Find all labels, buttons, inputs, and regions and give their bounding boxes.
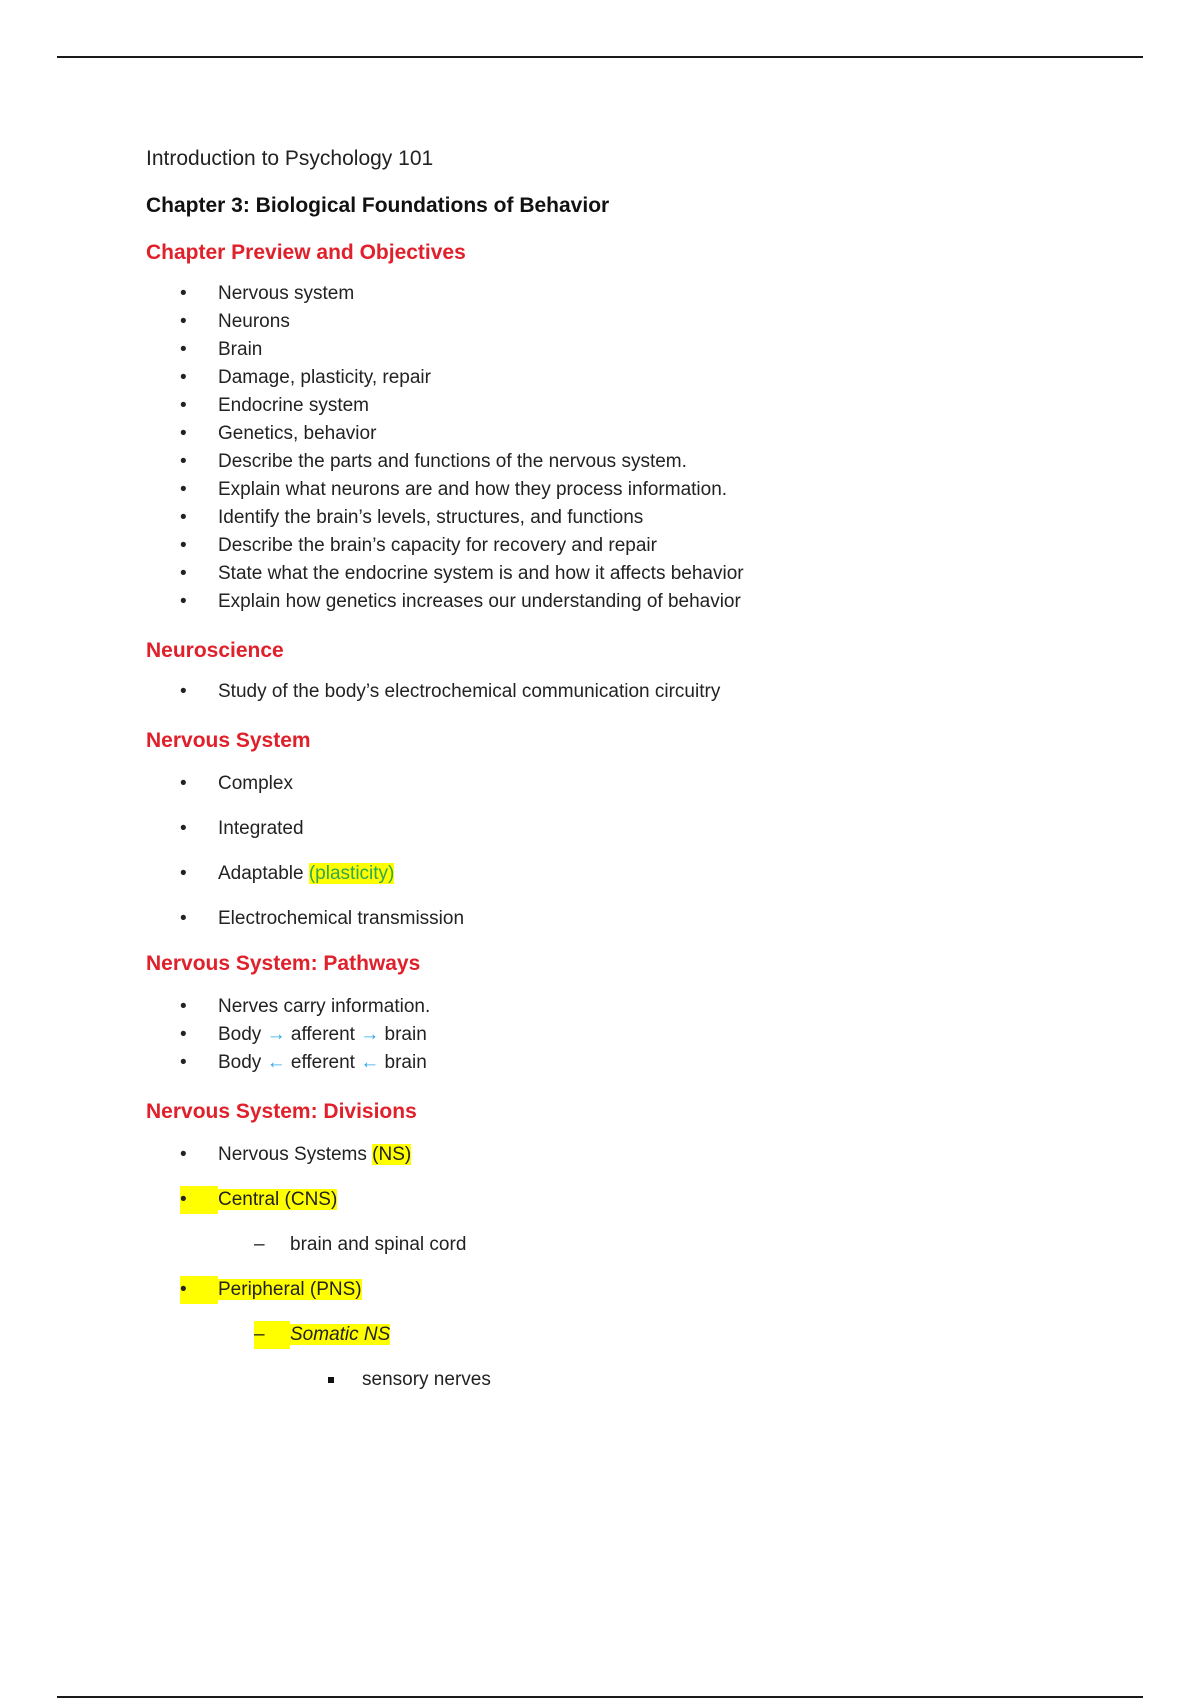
list-item: • Nervous system [146, 280, 1106, 308]
divisions-list [146, 1141, 1106, 1394]
square-bullet-icon [328, 1377, 334, 1383]
bullet-icon: • [180, 507, 187, 528]
dash-icon: – [254, 1321, 290, 1349]
central-highlight: Central (CNS) [218, 1189, 338, 1210]
bullet-icon: • [180, 395, 187, 416]
heading-pathways: Nervous System: Pathways [146, 952, 421, 975]
peripheral-highlight: Peripheral (PNS) [218, 1279, 362, 1300]
nervous-system-list [146, 770, 1106, 933]
bullet-icon: • [180, 591, 187, 612]
bullet-icon: • [180, 818, 187, 839]
bullet-icon: • [180, 1186, 218, 1214]
somatic-highlight: Somatic NS [290, 1324, 391, 1345]
neuroscience-list [146, 678, 1106, 706]
bullet-icon: • [180, 908, 187, 929]
chapter-title: Chapter 3: Biological Foundations of Behavior [146, 194, 610, 217]
bullet-icon: • [180, 283, 187, 304]
list-item: • Study of the body’s electrochemical communication circuitry [146, 678, 1106, 706]
dash-icon: – [254, 1234, 265, 1255]
list-item: • Endocrine system [146, 392, 1106, 420]
list-item: • Integrated [146, 815, 1106, 843]
bullet-icon: • [180, 339, 187, 360]
bullet-icon: • [180, 1024, 187, 1045]
top-rule [57, 56, 1143, 58]
list-item: • Explain how genetics increases our understanding of behavior [146, 588, 1106, 616]
list-item: • Nervous Systems (NS) [146, 1141, 1106, 1169]
list-item [146, 1186, 1106, 1214]
arrow-left-icon: ← [360, 1052, 380, 1073]
list-item: • Describe the parts and functions of the nervous system. [146, 448, 1106, 476]
ns-highlight: (NS) [372, 1144, 412, 1165]
heading-nervous-system: Nervous System [146, 729, 311, 752]
list-item: • Describe the brain’s capacity for recovery and repair [146, 532, 1106, 560]
pathways-list [146, 993, 1106, 1077]
bullet-icon: • [180, 311, 187, 332]
bullet-icon: • [180, 1276, 218, 1304]
heading-preview: Chapter Preview and Objectives [146, 241, 466, 264]
bottom-rule [57, 1696, 1143, 1698]
list-item: • Damage, plasticity, repair [146, 364, 1106, 392]
preview-list [146, 280, 1106, 616]
list-item: • Identify the brain’s levels, structures, and functions [146, 504, 1106, 532]
list-item: • Body → afferent → brain [146, 1021, 1106, 1049]
list-item: • Complex [146, 770, 1106, 798]
list-item: • Genetics, behavior [146, 420, 1106, 448]
bullet-icon: • [180, 423, 187, 444]
bullet-icon: • [180, 1052, 187, 1073]
bullet-icon: • [180, 563, 187, 584]
list-item: • Body ← efferent ← brain [146, 1049, 1106, 1077]
list-item: • Adaptable (plasticity) [146, 860, 1106, 888]
bullet-icon: • [180, 863, 187, 884]
bullet-icon: • [180, 535, 187, 556]
list-item: • Neurons [146, 308, 1106, 336]
sub-item [146, 1321, 1106, 1349]
list-item: • Nerves carry information. [146, 993, 1106, 1021]
sub-item: – brain and spinal cord [146, 1231, 1106, 1259]
document-body [146, 144, 1106, 1394]
document-title: Introduction to Psychology 101 [146, 147, 434, 170]
list-item: • State what the endocrine system is and how it affects behavior [146, 560, 1106, 588]
bullet-icon: • [180, 996, 187, 1017]
heading-divisions: Nervous System: Divisions [146, 1100, 417, 1123]
bullet-icon: • [180, 367, 187, 388]
list-item: • Brain [146, 336, 1106, 364]
list-item: • Electrochemical transmission [146, 905, 1106, 933]
arrow-left-icon: ← [266, 1052, 286, 1073]
bullet-icon: • [180, 1144, 187, 1165]
list-item: • Explain what neurons are and how they process information. [146, 476, 1106, 504]
bullet-icon: • [180, 681, 187, 702]
arrow-right-icon: → [266, 1024, 286, 1045]
plasticity-highlight: (plasticity) [308, 863, 395, 884]
bullet-icon: • [180, 773, 187, 794]
list-item [146, 1276, 1106, 1304]
sub-sub-item: sensory nerves [146, 1366, 1106, 1394]
heading-neuroscience: Neuroscience [146, 639, 284, 662]
bullet-icon: • [180, 451, 187, 472]
bullet-icon: • [180, 479, 187, 500]
arrow-right-icon: → [360, 1024, 380, 1045]
